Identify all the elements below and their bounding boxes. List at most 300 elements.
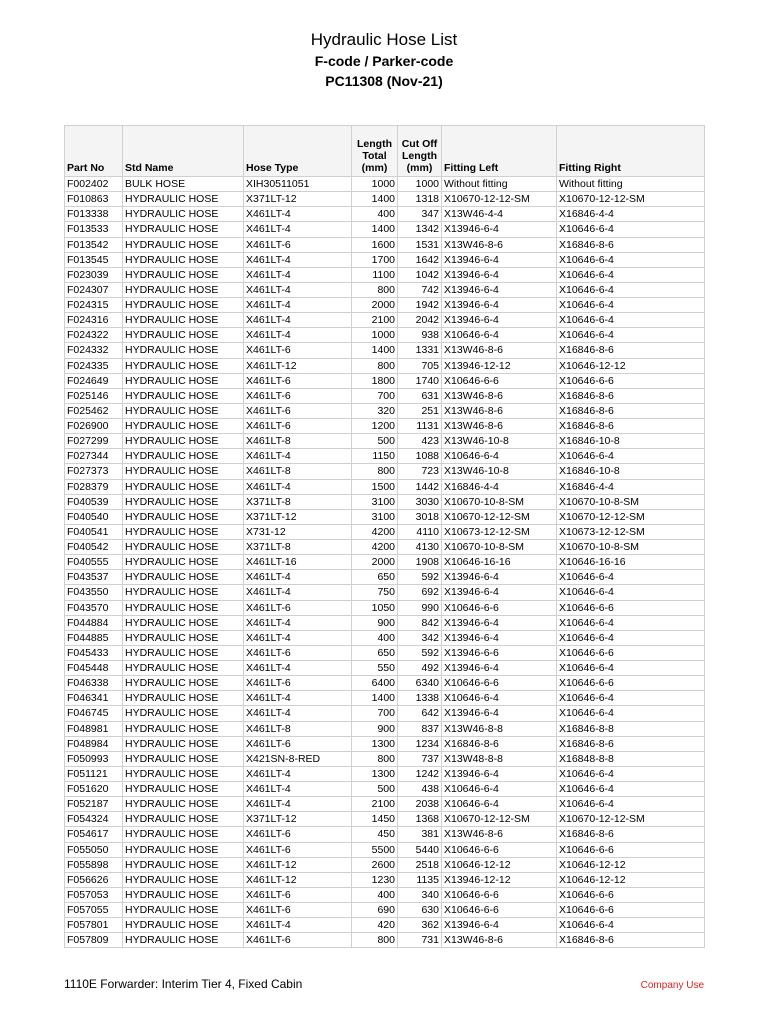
table-row bbox=[65, 797, 705, 812]
table-row bbox=[65, 540, 705, 555]
cell-length-total: 1400 bbox=[352, 192, 398, 207]
cell-length-total: 1000 bbox=[352, 177, 398, 192]
cell-std-name: HYDRAULIC HOSE bbox=[123, 222, 244, 237]
cell-hose-type: X461LT-6 bbox=[244, 600, 352, 615]
cell-part-no: F024316 bbox=[65, 313, 123, 328]
cell-length-total: 900 bbox=[352, 615, 398, 630]
cell-cut-off-length: 630 bbox=[398, 903, 442, 918]
cell-std-name: HYDRAULIC HOSE bbox=[123, 615, 244, 630]
cell-hose-type: X421SN-8-RED bbox=[244, 751, 352, 766]
cell-part-no: F013545 bbox=[65, 252, 123, 267]
cell-cut-off-length: 1342 bbox=[398, 222, 442, 237]
cell-fitting-right: X16846-4-4 bbox=[557, 207, 705, 222]
cell-fitting-right: X10646-6-4 bbox=[557, 661, 705, 676]
cell-hose-type: X461LT-4 bbox=[244, 298, 352, 313]
cell-part-no: F054617 bbox=[65, 827, 123, 842]
cell-fitting-right: X10646-6-6 bbox=[557, 903, 705, 918]
cell-length-total: 2000 bbox=[352, 555, 398, 570]
table-row bbox=[65, 464, 705, 479]
cell-std-name: HYDRAULIC HOSE bbox=[123, 600, 244, 615]
header-cut-off-line: Cut Off bbox=[401, 138, 438, 150]
footer-model: 1110E Forwarder: Interim Tier 4, Fixed Cabin bbox=[64, 977, 303, 991]
cell-fitting-right: X10646-6-4 bbox=[557, 615, 705, 630]
cell-std-name: HYDRAULIC HOSE bbox=[123, 887, 244, 902]
cell-cut-off-length: 1740 bbox=[398, 373, 442, 388]
cell-fitting-right: X10646-6-4 bbox=[557, 570, 705, 585]
cell-std-name: HYDRAULIC HOSE bbox=[123, 706, 244, 721]
cell-hose-type: X461LT-6 bbox=[244, 343, 352, 358]
cell-fitting-left: X13W46-8-6 bbox=[442, 343, 557, 358]
cell-part-no: F013533 bbox=[65, 222, 123, 237]
table-row bbox=[65, 313, 705, 328]
table-row bbox=[65, 918, 705, 933]
cell-hose-type: X461LT-4 bbox=[244, 706, 352, 721]
header-cut-off-length bbox=[398, 126, 442, 177]
cell-length-total: 2100 bbox=[352, 313, 398, 328]
cell-std-name: HYDRAULIC HOSE bbox=[123, 766, 244, 781]
cell-length-total: 500 bbox=[352, 782, 398, 797]
cell-std-name: HYDRAULIC HOSE bbox=[123, 903, 244, 918]
cell-cut-off-length: 1242 bbox=[398, 766, 442, 781]
cell-fitting-right: X10646-6-4 bbox=[557, 706, 705, 721]
cell-part-no: F040541 bbox=[65, 524, 123, 539]
cell-length-total: 1150 bbox=[352, 449, 398, 464]
cell-part-no: F044884 bbox=[65, 615, 123, 630]
cell-cut-off-length: 1531 bbox=[398, 237, 442, 252]
cell-hose-type: X461LT-4 bbox=[244, 252, 352, 267]
cell-fitting-right: X10646-12-12 bbox=[557, 872, 705, 887]
cell-cut-off-length: 592 bbox=[398, 645, 442, 660]
table-body bbox=[65, 177, 705, 948]
cell-length-total: 450 bbox=[352, 827, 398, 842]
cell-fitting-left: X13W48-8-8 bbox=[442, 751, 557, 766]
cell-part-no: F048981 bbox=[65, 721, 123, 736]
cell-cut-off-length: 1042 bbox=[398, 267, 442, 282]
cell-cut-off-length: 438 bbox=[398, 782, 442, 797]
cell-cut-off-length: 492 bbox=[398, 661, 442, 676]
cell-part-no: F010863 bbox=[65, 192, 123, 207]
cell-length-total: 1450 bbox=[352, 812, 398, 827]
cell-fitting-right: X16846-8-6 bbox=[557, 736, 705, 751]
table-row bbox=[65, 842, 705, 857]
header-length-total-line: Total bbox=[362, 150, 387, 162]
cell-fitting-right: X10646-12-12 bbox=[557, 358, 705, 373]
cell-fitting-right: X10670-12-12-SM bbox=[557, 192, 705, 207]
table-row bbox=[65, 419, 705, 434]
cell-part-no: F024307 bbox=[65, 282, 123, 297]
cell-fitting-left: X10646-6-6 bbox=[442, 887, 557, 902]
cell-part-no: F024649 bbox=[65, 373, 123, 388]
cell-fitting-right: X16846-8-6 bbox=[557, 933, 705, 948]
cell-length-total: 400 bbox=[352, 630, 398, 645]
cell-length-total: 1700 bbox=[352, 252, 398, 267]
cell-cut-off-length: 631 bbox=[398, 388, 442, 403]
table-row bbox=[65, 388, 705, 403]
cell-part-no: F048984 bbox=[65, 736, 123, 751]
cell-std-name: BULK HOSE bbox=[123, 177, 244, 192]
cell-std-name: HYDRAULIC HOSE bbox=[123, 676, 244, 691]
table-row bbox=[65, 630, 705, 645]
cell-part-no: F045448 bbox=[65, 661, 123, 676]
cell-hose-type: X461LT-4 bbox=[244, 479, 352, 494]
cell-length-total: 3100 bbox=[352, 494, 398, 509]
cell-std-name: HYDRAULIC HOSE bbox=[123, 872, 244, 887]
cell-part-no: F002402 bbox=[65, 177, 123, 192]
cell-cut-off-length: 842 bbox=[398, 615, 442, 630]
cell-cut-off-length: 1135 bbox=[398, 872, 442, 887]
cell-std-name: HYDRAULIC HOSE bbox=[123, 736, 244, 751]
cell-fitting-left: X13946-6-4 bbox=[442, 615, 557, 630]
cell-fitting-left: X13W46-4-4 bbox=[442, 207, 557, 222]
cell-cut-off-length: 1442 bbox=[398, 479, 442, 494]
cell-std-name: HYDRAULIC HOSE bbox=[123, 267, 244, 282]
cell-hose-type: X461LT-8 bbox=[244, 434, 352, 449]
cell-fitting-right: X10646-6-4 bbox=[557, 267, 705, 282]
cell-part-no: F055898 bbox=[65, 857, 123, 872]
cell-length-total: 1600 bbox=[352, 237, 398, 252]
table-row bbox=[65, 570, 705, 585]
cell-hose-type: X371LT-12 bbox=[244, 509, 352, 524]
cell-fitting-right: X10646-6-4 bbox=[557, 691, 705, 706]
cell-part-no: F044885 bbox=[65, 630, 123, 645]
cell-length-total: 1200 bbox=[352, 419, 398, 434]
cell-length-total: 320 bbox=[352, 403, 398, 418]
table-row bbox=[65, 812, 705, 827]
cell-hose-type: X461LT-6 bbox=[244, 645, 352, 660]
cell-hose-type: X461LT-4 bbox=[244, 570, 352, 585]
table-row bbox=[65, 479, 705, 494]
cell-fitting-left: X13W46-8-6 bbox=[442, 933, 557, 948]
table-row bbox=[65, 449, 705, 464]
cell-hose-type: X371LT-8 bbox=[244, 540, 352, 555]
cell-hose-type: X461LT-12 bbox=[244, 872, 352, 887]
cell-cut-off-length: 3018 bbox=[398, 509, 442, 524]
cell-length-total: 700 bbox=[352, 388, 398, 403]
cell-hose-type: X461LT-6 bbox=[244, 388, 352, 403]
cell-length-total: 1300 bbox=[352, 766, 398, 781]
cell-fitting-right: X16846-4-4 bbox=[557, 479, 705, 494]
cell-fitting-left: X13946-6-4 bbox=[442, 706, 557, 721]
document-id: PC11308 (Nov-21) bbox=[325, 73, 443, 89]
cell-cut-off-length: 1338 bbox=[398, 691, 442, 706]
cell-fitting-left: X13W46-8-6 bbox=[442, 827, 557, 842]
table-row bbox=[65, 509, 705, 524]
cell-fitting-right: X10646-6-4 bbox=[557, 782, 705, 797]
cell-std-name: HYDRAULIC HOSE bbox=[123, 282, 244, 297]
cell-part-no: F024322 bbox=[65, 328, 123, 343]
cell-fitting-left: X13W46-8-6 bbox=[442, 403, 557, 418]
cell-part-no: F057801 bbox=[65, 918, 123, 933]
table-row bbox=[65, 585, 705, 600]
cell-fitting-right: X10646-6-4 bbox=[557, 797, 705, 812]
cell-std-name: HYDRAULIC HOSE bbox=[123, 751, 244, 766]
cell-cut-off-length: 2038 bbox=[398, 797, 442, 812]
table-row bbox=[65, 177, 705, 192]
cell-fitting-right: X10670-12-12-SM bbox=[557, 812, 705, 827]
cell-fitting-left: X10670-10-8-SM bbox=[442, 540, 557, 555]
cell-fitting-right: X10646-12-12 bbox=[557, 857, 705, 872]
cell-hose-type: X461LT-4 bbox=[244, 328, 352, 343]
cell-std-name: HYDRAULIC HOSE bbox=[123, 237, 244, 252]
cell-hose-type: X461LT-4 bbox=[244, 630, 352, 645]
cell-fitting-right: X16848-8-8 bbox=[557, 751, 705, 766]
cell-fitting-left: X10646-6-4 bbox=[442, 328, 557, 343]
cell-std-name: HYDRAULIC HOSE bbox=[123, 540, 244, 555]
cell-part-no: F050993 bbox=[65, 751, 123, 766]
cell-cut-off-length: 837 bbox=[398, 721, 442, 736]
table-row bbox=[65, 782, 705, 797]
cell-length-total: 500 bbox=[352, 434, 398, 449]
cell-part-no: F027344 bbox=[65, 449, 123, 464]
cell-hose-type: X461LT-4 bbox=[244, 691, 352, 706]
cell-length-total: 800 bbox=[352, 282, 398, 297]
cell-length-total: 800 bbox=[352, 464, 398, 479]
cell-std-name: HYDRAULIC HOSE bbox=[123, 388, 244, 403]
document-subtitle: F-code / Parker-code bbox=[314, 53, 454, 69]
cell-length-total: 1500 bbox=[352, 479, 398, 494]
cell-cut-off-length: 938 bbox=[398, 328, 442, 343]
cell-length-total: 420 bbox=[352, 918, 398, 933]
cell-std-name: HYDRAULIC HOSE bbox=[123, 782, 244, 797]
table-row bbox=[65, 827, 705, 842]
cell-std-name: HYDRAULIC HOSE bbox=[123, 419, 244, 434]
table-row bbox=[65, 282, 705, 297]
cell-fitting-right: X10646-6-6 bbox=[557, 645, 705, 660]
cell-fitting-left: X16846-4-4 bbox=[442, 479, 557, 494]
hose-table bbox=[64, 125, 705, 948]
cell-fitting-left: X13W46-10-8 bbox=[442, 464, 557, 479]
table-row bbox=[65, 403, 705, 418]
cell-fitting-right: X10646-6-4 bbox=[557, 222, 705, 237]
cell-length-total: 2100 bbox=[352, 797, 398, 812]
header-fitting-left: Fitting Left bbox=[442, 126, 557, 177]
cell-cut-off-length: 1368 bbox=[398, 812, 442, 827]
cell-fitting-right: Without fitting bbox=[557, 177, 705, 192]
cell-hose-type: X461LT-4 bbox=[244, 267, 352, 282]
cell-hose-type: X461LT-6 bbox=[244, 736, 352, 751]
cell-cut-off-length: 737 bbox=[398, 751, 442, 766]
cell-std-name: HYDRAULIC HOSE bbox=[123, 570, 244, 585]
cell-fitting-left: X13946-12-12 bbox=[442, 872, 557, 887]
cell-std-name: HYDRAULIC HOSE bbox=[123, 252, 244, 267]
cell-fitting-left: X10646-16-16 bbox=[442, 555, 557, 570]
cell-std-name: HYDRAULIC HOSE bbox=[123, 797, 244, 812]
cell-std-name: HYDRAULIC HOSE bbox=[123, 494, 244, 509]
cell-hose-type: X461LT-4 bbox=[244, 222, 352, 237]
cell-cut-off-length: 5440 bbox=[398, 842, 442, 857]
cell-part-no: F043570 bbox=[65, 600, 123, 615]
header-cut-off-line: (mm) bbox=[406, 162, 433, 174]
cell-fitting-right: X16846-8-6 bbox=[557, 237, 705, 252]
cell-cut-off-length: 990 bbox=[398, 600, 442, 615]
cell-part-no: F024332 bbox=[65, 343, 123, 358]
cell-fitting-left: X13946-6-4 bbox=[442, 313, 557, 328]
cell-std-name: HYDRAULIC HOSE bbox=[123, 207, 244, 222]
cell-fitting-left: X13946-6-6 bbox=[442, 645, 557, 660]
cell-cut-off-length: 731 bbox=[398, 933, 442, 948]
cell-part-no: F057809 bbox=[65, 933, 123, 948]
cell-cut-off-length: 723 bbox=[398, 464, 442, 479]
table-row bbox=[65, 222, 705, 237]
cell-cut-off-length: 692 bbox=[398, 585, 442, 600]
cell-fitting-left: X10670-12-12-SM bbox=[442, 509, 557, 524]
table-row bbox=[65, 267, 705, 282]
cell-cut-off-length: 2518 bbox=[398, 857, 442, 872]
cell-part-no: F024315 bbox=[65, 298, 123, 313]
cell-hose-type: X461LT-6 bbox=[244, 403, 352, 418]
cell-std-name: HYDRAULIC HOSE bbox=[123, 630, 244, 645]
cell-fitting-left: Without fitting bbox=[442, 177, 557, 192]
cell-fitting-left: X10646-12-12 bbox=[442, 857, 557, 872]
header-part-no: Part No bbox=[65, 126, 123, 177]
cell-part-no: F056626 bbox=[65, 872, 123, 887]
cell-hose-type: X461LT-4 bbox=[244, 282, 352, 297]
cell-part-no: F046338 bbox=[65, 676, 123, 691]
table-row bbox=[65, 494, 705, 509]
cell-fitting-left: X13946-6-4 bbox=[442, 222, 557, 237]
cell-hose-type: X371LT-12 bbox=[244, 192, 352, 207]
cell-fitting-left: X13946-6-4 bbox=[442, 570, 557, 585]
cell-length-total: 650 bbox=[352, 570, 398, 585]
cell-fitting-left: X13W46-10-8 bbox=[442, 434, 557, 449]
cell-std-name: HYDRAULIC HOSE bbox=[123, 933, 244, 948]
cell-hose-type: X461LT-6 bbox=[244, 237, 352, 252]
cell-part-no: F040540 bbox=[65, 509, 123, 524]
cell-cut-off-length: 381 bbox=[398, 827, 442, 842]
table-row bbox=[65, 237, 705, 252]
cell-std-name: HYDRAULIC HOSE bbox=[123, 857, 244, 872]
cell-fitting-right: X16846-10-8 bbox=[557, 464, 705, 479]
cell-length-total: 750 bbox=[352, 585, 398, 600]
cell-fitting-left: X13946-6-4 bbox=[442, 282, 557, 297]
cell-cut-off-length: 1908 bbox=[398, 555, 442, 570]
table-row bbox=[65, 555, 705, 570]
cell-hose-type: X461LT-6 bbox=[244, 373, 352, 388]
cell-fitting-right: X16846-8-8 bbox=[557, 721, 705, 736]
table-row bbox=[65, 373, 705, 388]
cell-fitting-left: X13946-6-4 bbox=[442, 661, 557, 676]
cell-hose-type: X461LT-4 bbox=[244, 661, 352, 676]
cell-part-no: F045433 bbox=[65, 645, 123, 660]
cell-fitting-left: X10646-6-4 bbox=[442, 782, 557, 797]
table-row bbox=[65, 751, 705, 766]
cell-length-total: 800 bbox=[352, 933, 398, 948]
cell-part-no: F043550 bbox=[65, 585, 123, 600]
cell-fitting-left: X16846-8-6 bbox=[442, 736, 557, 751]
cell-std-name: HYDRAULIC HOSE bbox=[123, 313, 244, 328]
cell-fitting-left: X10646-6-6 bbox=[442, 903, 557, 918]
table-row bbox=[65, 192, 705, 207]
cell-std-name: HYDRAULIC HOSE bbox=[123, 827, 244, 842]
cell-length-total: 2000 bbox=[352, 298, 398, 313]
cell-fitting-right: X10646-6-6 bbox=[557, 842, 705, 857]
cell-fitting-left: X13946-6-4 bbox=[442, 630, 557, 645]
cell-hose-type: X461LT-4 bbox=[244, 449, 352, 464]
cell-hose-type: XIH30511051 bbox=[244, 177, 352, 192]
cell-length-total: 1300 bbox=[352, 736, 398, 751]
cell-cut-off-length: 362 bbox=[398, 918, 442, 933]
cell-cut-off-length: 642 bbox=[398, 706, 442, 721]
table-header-row bbox=[65, 126, 705, 177]
cell-fitting-right: X10670-10-8-SM bbox=[557, 540, 705, 555]
cell-length-total: 1000 bbox=[352, 328, 398, 343]
cell-length-total: 700 bbox=[352, 706, 398, 721]
cell-hose-type: X461LT-8 bbox=[244, 721, 352, 736]
cell-cut-off-length: 1088 bbox=[398, 449, 442, 464]
cell-part-no: F051121 bbox=[65, 766, 123, 781]
cell-fitting-right: X10646-6-4 bbox=[557, 313, 705, 328]
table-row bbox=[65, 903, 705, 918]
cell-hose-type: X461LT-6 bbox=[244, 903, 352, 918]
cell-fitting-left: X10646-6-4 bbox=[442, 449, 557, 464]
cell-fitting-left: X13946-6-4 bbox=[442, 267, 557, 282]
cell-fitting-left: X13W46-8-8 bbox=[442, 721, 557, 736]
table-row bbox=[65, 736, 705, 751]
cell-part-no: F026900 bbox=[65, 419, 123, 434]
cell-length-total: 1400 bbox=[352, 343, 398, 358]
cell-fitting-left: X13946-6-4 bbox=[442, 585, 557, 600]
cell-length-total: 1400 bbox=[352, 222, 398, 237]
cell-length-total: 650 bbox=[352, 645, 398, 660]
cell-std-name: HYDRAULIC HOSE bbox=[123, 343, 244, 358]
cell-std-name: HYDRAULIC HOSE bbox=[123, 464, 244, 479]
cell-hose-type: X461LT-4 bbox=[244, 782, 352, 797]
cell-part-no: F046341 bbox=[65, 691, 123, 706]
cell-fitting-right: X16846-8-6 bbox=[557, 403, 705, 418]
table-row bbox=[65, 872, 705, 887]
table-row bbox=[65, 691, 705, 706]
cell-part-no: F013338 bbox=[65, 207, 123, 222]
cell-length-total: 1050 bbox=[352, 600, 398, 615]
cell-hose-type: X371LT-8 bbox=[244, 494, 352, 509]
table-row bbox=[65, 343, 705, 358]
cell-hose-type: X461LT-4 bbox=[244, 313, 352, 328]
table-row bbox=[65, 358, 705, 373]
cell-hose-type: X461LT-6 bbox=[244, 842, 352, 857]
cell-fitting-left: X10670-12-12-SM bbox=[442, 192, 557, 207]
cell-fitting-right: X16846-8-6 bbox=[557, 343, 705, 358]
cell-length-total: 5500 bbox=[352, 842, 398, 857]
table-row bbox=[65, 207, 705, 222]
cell-fitting-left: X13946-12-12 bbox=[442, 358, 557, 373]
cell-std-name: HYDRAULIC HOSE bbox=[123, 509, 244, 524]
cell-length-total: 4200 bbox=[352, 524, 398, 539]
cell-hose-type: X461LT-4 bbox=[244, 207, 352, 222]
table-row bbox=[65, 933, 705, 948]
header-fitting-right: Fitting Right bbox=[557, 126, 705, 177]
table-row bbox=[65, 328, 705, 343]
cell-length-total: 400 bbox=[352, 887, 398, 902]
cell-part-no: F043537 bbox=[65, 570, 123, 585]
cell-cut-off-length: 347 bbox=[398, 207, 442, 222]
cell-fitting-left: X10670-12-12-SM bbox=[442, 812, 557, 827]
cell-length-total: 550 bbox=[352, 661, 398, 676]
cell-fitting-left: X13946-6-4 bbox=[442, 918, 557, 933]
cell-cut-off-length: 423 bbox=[398, 434, 442, 449]
cell-cut-off-length: 251 bbox=[398, 403, 442, 418]
cell-length-total: 3100 bbox=[352, 509, 398, 524]
cell-cut-off-length: 742 bbox=[398, 282, 442, 297]
table-row bbox=[65, 615, 705, 630]
cell-part-no: F025146 bbox=[65, 388, 123, 403]
table-row bbox=[65, 298, 705, 313]
cell-hose-type: X461LT-4 bbox=[244, 766, 352, 781]
cell-hose-type: X461LT-8 bbox=[244, 464, 352, 479]
cell-fitting-left: X10646-6-6 bbox=[442, 842, 557, 857]
cell-length-total: 6400 bbox=[352, 676, 398, 691]
header-length-total bbox=[352, 126, 398, 177]
cell-cut-off-length: 6340 bbox=[398, 676, 442, 691]
